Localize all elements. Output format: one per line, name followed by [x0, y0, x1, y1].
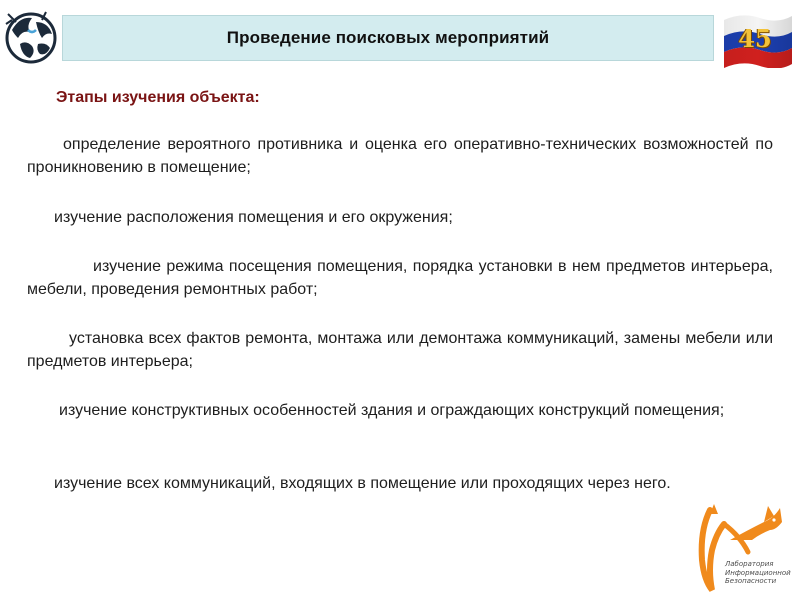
lab-name [725, 560, 791, 586]
lab-name-line: Лаборатория [725, 560, 774, 568]
lab-name-line: Информационной [725, 568, 791, 577]
list-item: изучение режима посещения помещения, порядка установки в нем предметов интерьера, мебели, проведения ремонтных работ; [27, 258, 773, 298]
page-title: Проведение поисковых мероприятий [226, 28, 550, 47]
list-item: изучение расположения помещения и его окружения; [54, 209, 453, 226]
header-bar [62, 15, 714, 61]
slide-number: 45 [738, 24, 772, 53]
section-heading: Этапы изучения объекта: [56, 89, 260, 106]
lab-name-line: Безопасности [725, 577, 777, 585]
globe-emblem-icon [2, 8, 60, 66]
list-item: изучение всех коммуникаций, входящих в помещение или проходящих через него. [54, 475, 671, 492]
list-item: определение вероятного противника и оценка его оперативно-технических возможностей по проникновению в помещение; [27, 136, 773, 176]
list-item: установка всех фактов ремонта, монтажа или демонтажа коммуникаций, замены мебели или предметов интерьера; [27, 330, 773, 370]
list-item: изучение конструктивных особенностей здания и ограждающих конструкций помещения; [59, 402, 725, 419]
